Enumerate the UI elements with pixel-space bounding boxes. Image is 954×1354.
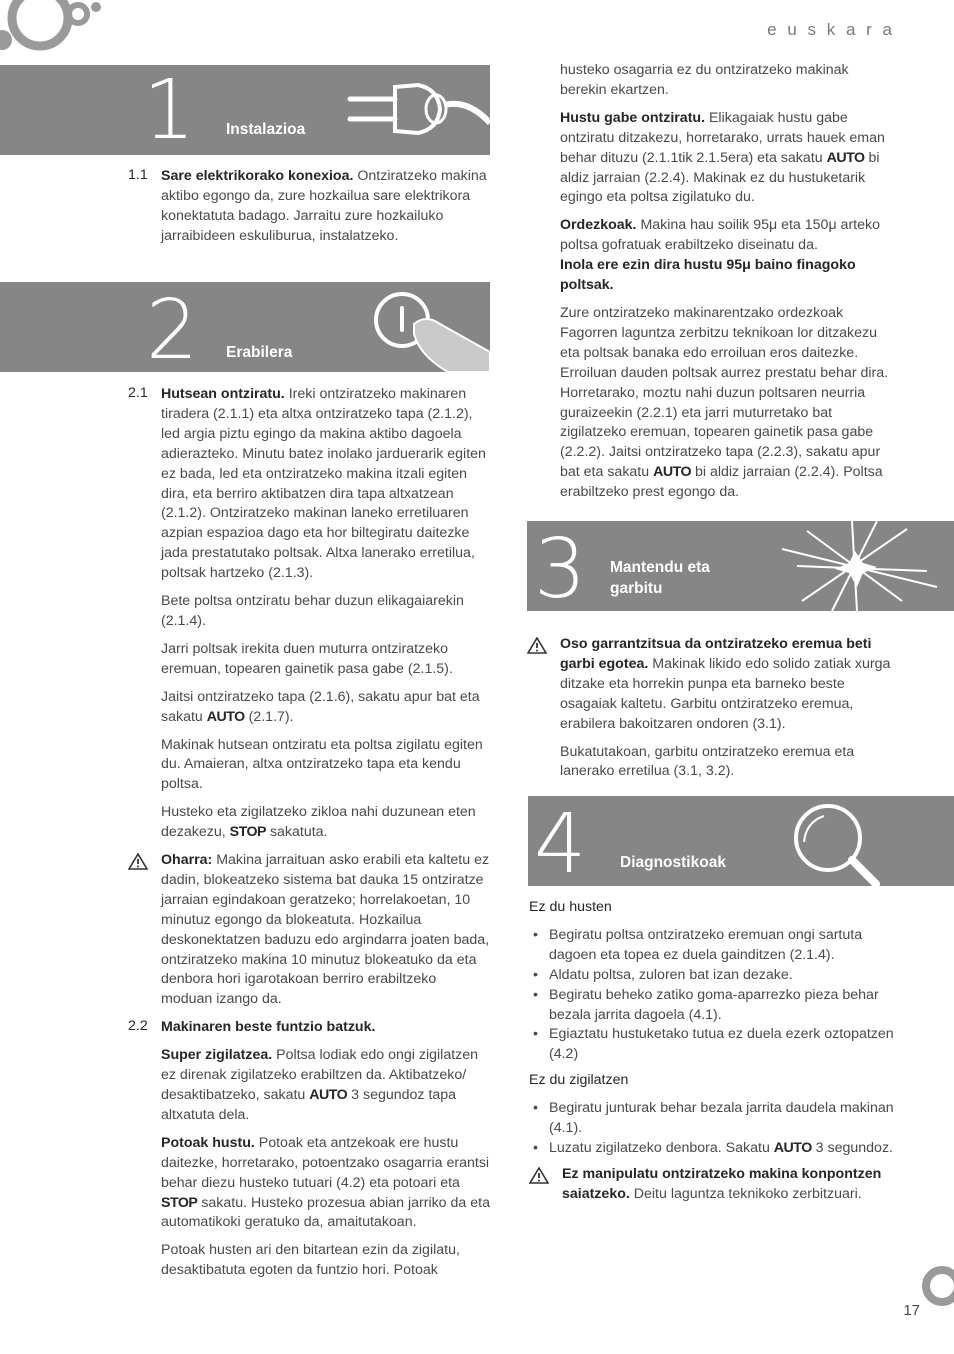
stop-key-label: STOP (229, 824, 266, 841)
paragraph-zure-ontziratzeko: Zure ontziratzeko makinarentzako ordezkoak Fagorren laguntza zerbitzu teknikoan lor ditzakezu eta poltsak banaka edo erroiluan eros daitezke. Erroiluan dauden poltsak aurrez prestatu behar dira. Horretarako, moztu nahi duzun poltsaren neurria guraizeekin (2.2.1) eta jarri muturretako bat zigilatzeko eremuan, topearen gainetik pasa gabe (2.2.2). Jaitsi ontziratzeko tapa (2.2.3), sakatu apur bat eta sakatu AUTO bi aldiz jarraian (2.2.4). Poltsa erabiltzeko prest egongo da. (560, 304, 889, 501)
right-column-top (560, 61, 895, 511)
paragraph-husteko: Husteko eta zigilatzeko zikloa nahi duzunean eten dezakezu, STOP sakatuta. (161, 804, 476, 841)
item-text: Ontziratzeko makina aktibo egongo da, zure hozkailua sare elektrikora konektatuta badago. Jarraitu zure hozkailuko jarraibideen eskuliburua, instalatzeko. (161, 168, 487, 244)
warning-heading: Oso garrantzitsua da ontziratzeko eremua beti garbi egotea. (560, 636, 872, 672)
paragraph-ordezkoak: Ordezkoak. Makina hau soilik 95μ eta 150μ arteko poltsa gofratuak erabiltzeko diseinatu da. Inola ere ezin dira hustu 95μ baino finagoko poltsak. (560, 217, 880, 294)
paragraph-makinak: Makinak hutsean ontziratu eta poltsa zigilatu egiten du. Amaieran, altxa ontziratzeko tapa eta kendu poltsa. (161, 736, 483, 793)
left-column (128, 167, 490, 255)
section-title: Erabilera (226, 344, 293, 361)
section-2-2 (128, 1018, 490, 1281)
warning-text: Deitu laguntza teknikoko zerbitzuari. (629, 1185, 862, 1202)
decorative-circles-logo (0, 0, 110, 60)
section-1-1 (128, 167, 490, 247)
paragraph-hustu-gabe: Hustu gabe ontziratu. Elikagaiak hustu gabe ontziratu ditzakezu, horretarako, urrats hauek eman behar dituzu (2.1.1tik 2.1.5era) eta sakatu AUTO bi aldiz jarraian (2.2.4). Makinak ez du hustuketarik egingo eta poltsa zigilatuko du. (560, 109, 885, 206)
left-column-section-2 (128, 385, 490, 1289)
warning-text: Makina jarraituan asko erabili eta kaltetu ez dadin, blokeatzeko sistema bat dauka 15 ontziratze jarraian egindakoan geratzeko; horrelakoetan, 10 minutuz egongo da blokeatuta. Hozkailua deskonektatzen baduzu edo argindarra joaten bada, ontziratzeko makina 10 minutuz blokeatuko da eta denbora hori igarotakoan berriro erabiltzeko moduan izango da. (161, 852, 490, 1008)
item-heading: Sare elektrikorako konexioa. (161, 168, 354, 184)
paragraph-bete: Bete poltsa ontziratu behar duzun elikagaiarekin (2.1.4). (161, 593, 464, 629)
section-2-header (0, 282, 490, 372)
section-number: 4 (534, 797, 587, 886)
subheading-ez-du-zigilatzen: Ez du zigilatzen (529, 1072, 629, 1089)
warning-icon (529, 1167, 549, 1184)
right-column-section-3 (527, 635, 895, 790)
paragraph-potoak-hustu: Potoak hustu. Potoak eta antzekoak ere hustu daitezke, horretarako, potoentzako osagarria erantsi behar diezu husteko tutuari (4.2) eta potoari eta STOP sakatu. Husteko prozesua abian jarriko da eta automatikoki geratuko da, amaitutakoan. (161, 1134, 490, 1231)
section-title-line-2: garbitu (610, 580, 663, 597)
auto-key-label: AUTO (826, 149, 865, 166)
subheading-ez-du-husten: Ez du husten (529, 899, 612, 915)
paragraph-jaitsi: Jaitsi ontziratzeko tapa (2.1.6), sakatu apur bat eta sakatu AUTO (2.1.7). (161, 688, 480, 725)
auto-key-label: AUTO (773, 1139, 812, 1156)
page-number: 17 (903, 1302, 920, 1319)
section-2-1 (128, 385, 490, 843)
paragraph-potoak-husten: Potoak husten ari den bitartean ezin da zigilatu, desaktibatuta egoten da funtzio hori. Potoak (161, 1242, 460, 1279)
oharra-warning (128, 851, 490, 1010)
list-item: • Begiratu beheko zatiko goma-aparrezko pieza behar bezala jarrita dagoela (4.1). (529, 986, 895, 1026)
item-text: Ireki ontziratzeko makinaren tiradera (2.1.1) eta altxa ontziratzeko tapa (2.1.2), led argia piztu egingo da makina aktibo dagoela adierazteko. Minutu batez inolako jarduerarik egiten ez bada, led eta ontziratzeko makina itzali egiten dira, eta berriro aktibatzen dira tapa altxatzean (2.1.2). Ontziratzeko makinan laneko erretiluaren azpian espazioa dago eta hor biltegiratu daitezke jada prestatutako poltsak. Altxa lanerako erretilua, poltsak hartzeko (2.1.3). (161, 386, 486, 582)
warning-icon (128, 853, 148, 870)
item-number: 1.1 (128, 167, 148, 183)
warning-text: Makinak likido edo solido zatiak xurga ditzake eta horrekin punpa eta barneko beste osagaiak kaltetu. Garbitu ontziratzeko eremua, erabilera bakoitzaren ondoren (3.1). (560, 655, 891, 732)
item-number: 2.1 (128, 385, 148, 401)
list-item: • Aldatu poltsa, zuloren bat izan dezake. (529, 966, 895, 986)
section-4-header (528, 796, 954, 886)
section-title: Diagnostikoak (620, 854, 726, 871)
item-heading: Makinaren beste funtzio batzuk. (161, 1019, 376, 1036)
husten-list (529, 926, 895, 1065)
right-column-section-4 (529, 898, 895, 1213)
decorative-circle (918, 1264, 954, 1308)
warning-heading: Ez manipulatu ontziratzeko makina konpontzen saiatzeko. (562, 1165, 882, 1202)
section-1-header (0, 65, 490, 155)
item-number: 2.2 (128, 1018, 148, 1035)
item-heading: Hutsean ontziratu. (161, 386, 285, 402)
list-item: • Luzatu zigilatzeko denbora. Sakatu AUTO 3 segundoz. (529, 1139, 895, 1159)
paragraph-bukatutakoan: Bukatutakoan, garbitu ontziratzeko eremua eta lanerako erretilua (3.1, 3.2). (560, 743, 855, 780)
sparkle-icon (777, 521, 954, 611)
plug-icon (340, 71, 490, 153)
paragraph-continued: husteko osagarria ez du ontziratzeko makinak berekin ekartzen. (560, 62, 849, 98)
warning-icon (527, 637, 547, 654)
paragraph-jarri: Jarri poltsak irekita duen muturra ontziratzeko eremuan, topearen gainetik pasa gabe (2.1.5). (161, 640, 453, 677)
zigilatzen-list (529, 1099, 895, 1159)
warning-heading: Oharra: (161, 852, 213, 869)
section-number: 1 (143, 65, 196, 155)
section-number: 2 (146, 283, 199, 372)
section-title-line-1: Mantendu eta (610, 559, 710, 576)
list-item: • Begiratu junturak behar bezala jarrita daudela makinan (4.1). (529, 1099, 895, 1139)
button-press-icon (370, 290, 490, 372)
section-number: 3 (534, 522, 587, 611)
section-3-header (527, 521, 954, 611)
magnifier-icon (778, 796, 954, 886)
list-item: • Egiaztatu hustuketako tutua ez duela ezerk oztopatzen (4.2) (529, 1025, 895, 1065)
list-item: • Begiratu poltsa ontziratzeko eremuan ongi sartuta dagoen eta topea ez duela gainditzen (2.1.4). (529, 926, 895, 966)
auto-key-label: AUTO (653, 464, 692, 481)
garbi-warning (527, 635, 895, 782)
paragraph-super-zigilatzea: Super zigilatzea. Poltsa lodiak edo ongi zigilatzen ez direnak zigilatzeko erabiltzen da. Aktibatzeko/ desaktibatzeko, sakatu AUTO 3 segundoz tapa altxatuta dela. (161, 1047, 479, 1123)
section-title: Instalazioa (226, 121, 306, 138)
language-label: e u s k a r a (767, 20, 895, 39)
stop-key-label: STOP (161, 1194, 198, 1211)
auto-key-label: AUTO (309, 1087, 348, 1103)
auto-key-label: AUTO (206, 708, 245, 725)
ez-manipulatu-warning (529, 1165, 895, 1205)
